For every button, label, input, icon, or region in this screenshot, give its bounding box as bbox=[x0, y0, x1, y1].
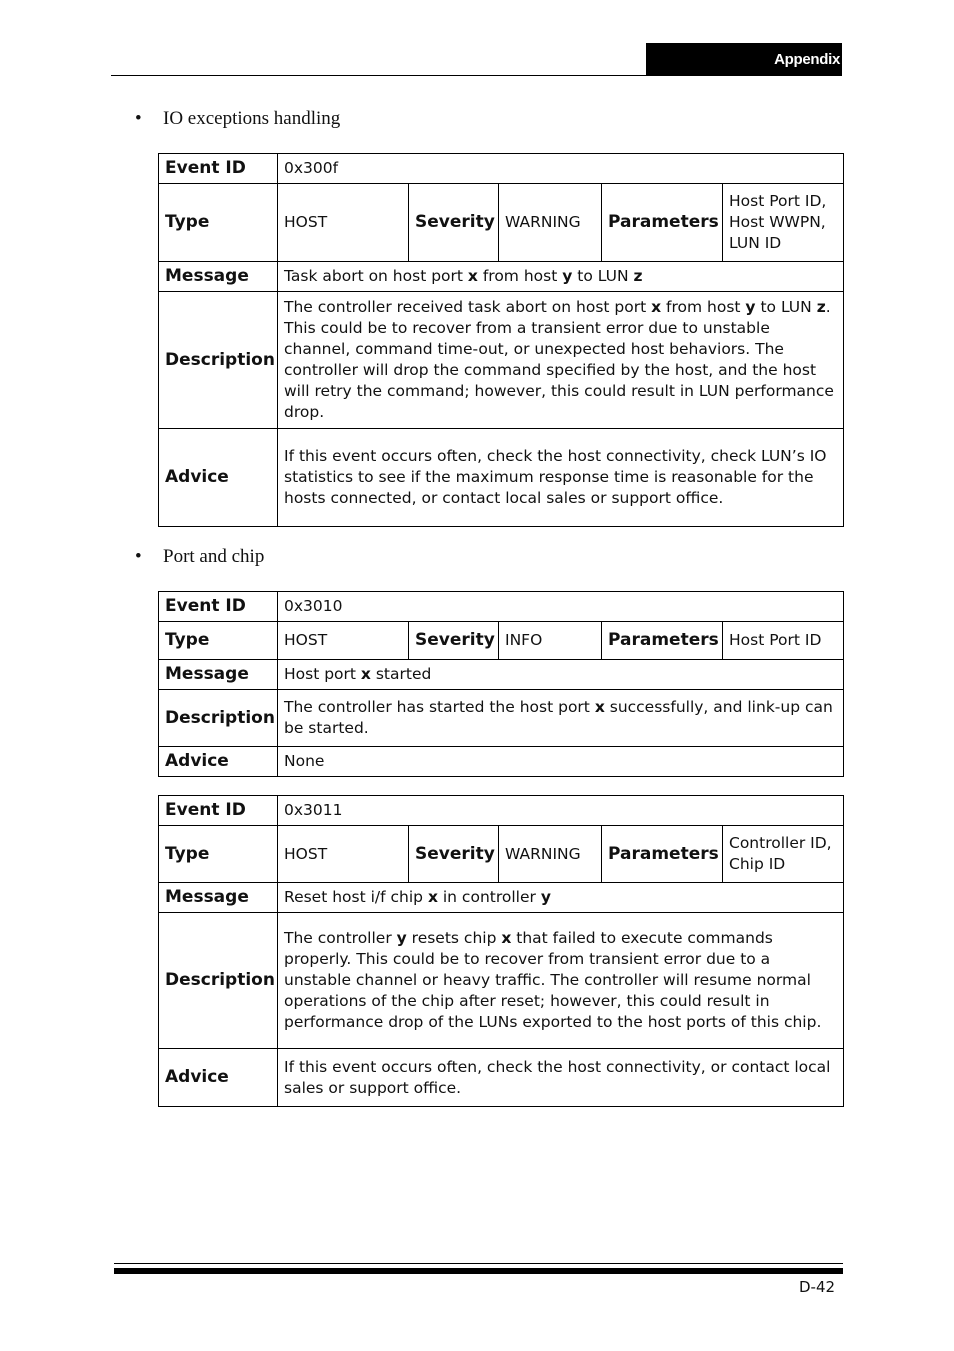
event-id-value: 0x3010 bbox=[278, 592, 844, 622]
header-section-tab bbox=[646, 43, 842, 75]
severity-value: WARNING bbox=[499, 184, 602, 262]
advice-value: If this event occurs often, check the host connectivity, or contact local sales or support office. bbox=[278, 1049, 844, 1107]
severity-value: INFO bbox=[499, 622, 602, 660]
section-heading-io-exceptions: • IO exceptions handling bbox=[135, 108, 341, 129]
description-label: Description bbox=[159, 292, 278, 429]
parameters-label: Parameters bbox=[602, 622, 723, 660]
parameters-value: Controller ID, Chip ID bbox=[723, 826, 844, 883]
message-value: Host port x started bbox=[278, 660, 844, 690]
description-value: The controller received task abort on host port x from host y to LUN z. This could be to recover from a transient error due to unstable channel, command time-out, or unexpected host behaviors. The controller will drop the command specified by the host, and the host will retry the command; however, this could result in LUN performance drop. bbox=[278, 292, 844, 429]
message-label: Message bbox=[159, 883, 278, 913]
advice-label: Advice bbox=[159, 429, 278, 527]
parameters-value: Host Port ID bbox=[723, 622, 844, 660]
header-section-label: Appendix bbox=[774, 50, 840, 68]
severity-label: Severity bbox=[409, 826, 499, 883]
footer-rule bbox=[114, 1268, 843, 1274]
event-id-label: Event ID bbox=[159, 592, 278, 622]
event-id-label: Event ID bbox=[159, 796, 278, 826]
parameters-value: Host Port ID, Host WWPN, LUN ID bbox=[723, 184, 844, 262]
severity-value: WARNING bbox=[499, 826, 602, 883]
type-label: Type bbox=[159, 184, 278, 262]
advice-value: If this event occurs often, check the host connectivity, check LUN’s IO statistics to see if the maximum response time is reasonable for the hosts connected, or contact local sales or support office. bbox=[278, 429, 844, 527]
variable-token: y bbox=[396, 929, 407, 947]
description-value: The controller has started the host port x successfully, and link-up can be started. bbox=[278, 690, 844, 747]
type-label: Type bbox=[159, 622, 278, 660]
variable-token: x bbox=[594, 698, 605, 716]
footer-rule-thin bbox=[114, 1263, 843, 1264]
section-heading-text: Port and chip bbox=[163, 546, 265, 567]
description-label: Description bbox=[159, 913, 278, 1049]
variable-token: z bbox=[816, 298, 826, 316]
header-rule bbox=[111, 75, 842, 76]
variable-token: y bbox=[540, 888, 551, 906]
type-label: Type bbox=[159, 826, 278, 883]
advice-label: Advice bbox=[159, 1049, 278, 1107]
variable-token: z bbox=[633, 267, 643, 285]
variable-token: x bbox=[501, 929, 512, 947]
event-table bbox=[158, 591, 844, 777]
variable-token: x bbox=[467, 267, 478, 285]
variable-token: y bbox=[562, 267, 573, 285]
description-value: The controller y resets chip x that failed to execute commands properly. This could be to recover from transient error due to a unstable channel or heavy traffic. The controller will resume normal operations of the chip after reset; however, this could result in performance drop of the LUNs exported to the host ports of this chip. bbox=[278, 913, 844, 1049]
event-table bbox=[158, 795, 844, 1107]
severity-label: Severity bbox=[409, 622, 499, 660]
variable-token: y bbox=[745, 298, 756, 316]
variable-token: x bbox=[360, 665, 371, 683]
event-id-label: Event ID bbox=[159, 154, 278, 184]
message-value: Task abort on host port x from host y to LUN z bbox=[278, 262, 844, 292]
variable-token: x bbox=[651, 298, 662, 316]
severity-label: Severity bbox=[409, 184, 499, 262]
event-id-value: 0x3011 bbox=[278, 796, 844, 826]
advice-value: None bbox=[278, 747, 844, 777]
description-label: Description bbox=[159, 690, 278, 747]
event-id-value: 0x300f bbox=[278, 154, 844, 184]
variable-token: x bbox=[427, 888, 438, 906]
message-label: Message bbox=[159, 262, 278, 292]
parameters-label: Parameters bbox=[602, 826, 723, 883]
type-value: HOST bbox=[278, 184, 409, 262]
page-number: D-42 bbox=[799, 1278, 836, 1296]
parameters-label: Parameters bbox=[602, 184, 723, 262]
advice-label: Advice bbox=[159, 747, 278, 777]
event-table bbox=[158, 153, 844, 527]
message-label: Message bbox=[159, 660, 278, 690]
section-heading-text: IO exceptions handling bbox=[163, 108, 341, 129]
message-value: Reset host i/f chip x in controller y bbox=[278, 883, 844, 913]
type-value: HOST bbox=[278, 622, 409, 660]
type-value: HOST bbox=[278, 826, 409, 883]
section-heading-port-chip: • Port and chip bbox=[135, 546, 265, 567]
